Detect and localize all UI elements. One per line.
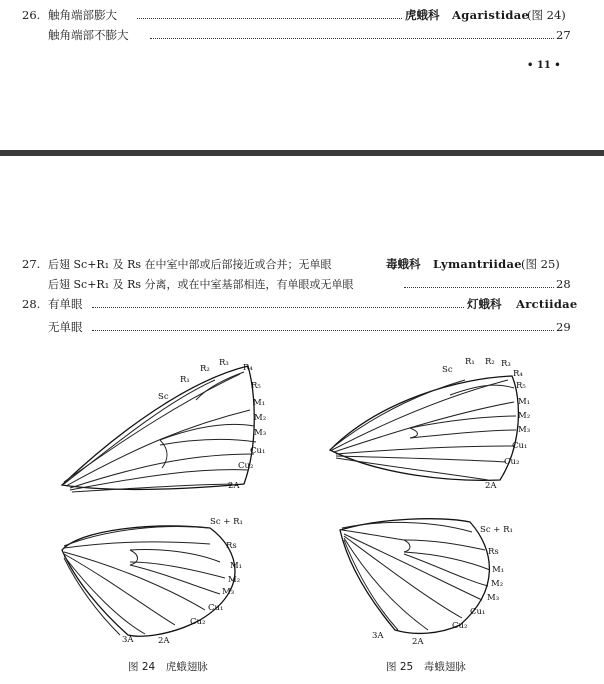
vein <box>410 416 516 428</box>
label-R4: R₄ <box>243 363 253 373</box>
label-3A: 3A <box>372 631 384 641</box>
label-Sc: Sc <box>158 392 169 402</box>
couplet-number: 28. <box>22 297 41 311</box>
wing-outline <box>62 366 254 489</box>
vein <box>130 562 225 578</box>
figure-25-caption: 图 25 毒蛾翅脉 <box>386 661 466 673</box>
label-R2: R₂ <box>200 364 210 374</box>
leader-dots <box>92 330 554 331</box>
leader-dots <box>92 307 464 308</box>
label-Sc-R1: Sc + R₁ <box>210 517 243 527</box>
vein <box>344 540 398 630</box>
label-M2: M₂ <box>491 579 504 589</box>
couplet-text: 触角端部膨大 <box>48 8 117 22</box>
vein <box>64 552 205 610</box>
vein <box>342 522 472 532</box>
couplet-number: 26. <box>22 8 41 22</box>
label-M3: M₃ <box>222 587 235 597</box>
family-name-latin: Arctiidae <box>516 297 578 311</box>
goto-number: 27 <box>556 28 571 42</box>
label-R4: R₄ <box>513 369 523 379</box>
leader-dots <box>137 18 402 19</box>
label-2A: 2A <box>485 481 497 491</box>
label-R2: R₂ <box>485 357 495 367</box>
figure-24-caption: 图 24 虎蛾翅脉 <box>128 661 208 673</box>
label-Cu1: Cu₁ <box>470 607 486 617</box>
vein <box>404 554 488 586</box>
couplet-text: 无单眼 <box>48 320 83 334</box>
vein <box>410 430 516 438</box>
couplet-number: 27. <box>22 257 41 271</box>
vein <box>64 556 145 634</box>
label-2A: 2A <box>158 636 170 646</box>
vein <box>332 380 465 448</box>
family-name-latin: Lymantriidae <box>433 257 522 271</box>
label-Cu1: Cu₁ <box>250 446 266 456</box>
label-Cu2: Cu₂ <box>238 461 254 471</box>
fig25-forewing-diagram <box>300 350 604 500</box>
label-Sc: Sc <box>442 365 453 375</box>
label-M1: M₁ <box>492 565 505 575</box>
figure-reference: (图 25) <box>521 257 560 271</box>
family-name-cn: 毒蛾科 <box>386 257 421 271</box>
label-2A: 2A <box>412 637 424 647</box>
vein <box>410 428 418 438</box>
label-Cu2: Cu₂ <box>504 457 520 467</box>
label-M2: M₂ <box>254 413 267 423</box>
fig24-forewing-diagram <box>0 350 300 500</box>
vein <box>336 458 488 480</box>
figure-reference: (图 24) <box>527 8 566 22</box>
couplet-text: 后翅 Sc+R₁ 及 Rs 在中室中部或后部接近或合并；无单眼 <box>48 258 332 271</box>
label-Cu1: Cu₁ <box>512 441 528 451</box>
wing-outline <box>330 376 518 480</box>
vein <box>336 456 506 462</box>
label-M2: M₂ <box>228 575 241 585</box>
family-name-latin: Agaristidae <box>452 8 530 22</box>
label-M2: M₂ <box>518 411 531 421</box>
vein <box>66 410 250 486</box>
label-M1: M₁ <box>518 397 531 407</box>
vein <box>342 530 404 540</box>
vein <box>64 554 175 625</box>
label-3A: 3A <box>122 635 134 645</box>
fig25-hindwing-diagram <box>300 510 604 645</box>
page-divider <box>0 150 604 156</box>
fig24-hindwing-diagram <box>0 510 300 645</box>
vein <box>64 542 210 548</box>
couplet-text: 后翅 Sc+R₁ 及 Rs 分离，或在中室基部相连，有单眼或无单眼 <box>48 278 354 291</box>
label-Cu1: Cu₁ <box>208 603 224 613</box>
label-R1: R₁ <box>465 357 475 367</box>
label-R3: R₃ <box>219 358 229 368</box>
vein <box>404 552 490 570</box>
leader-dots <box>150 38 554 39</box>
label-R3: R₃ <box>501 359 511 369</box>
label-M3: M₃ <box>487 593 500 603</box>
vein <box>64 374 240 482</box>
vein <box>344 534 482 600</box>
label-M1: M₁ <box>253 398 266 408</box>
label-2A: 2A <box>228 481 240 491</box>
label-R5: R₅ <box>516 381 526 391</box>
goto-number: 28 <box>556 277 571 291</box>
leader-dots <box>404 287 554 288</box>
vein <box>404 540 410 552</box>
label-Rs: Rs <box>488 547 499 557</box>
couplet-text: 触角端部不膨大 <box>48 28 129 42</box>
label-M3: M₃ <box>518 425 531 435</box>
couplet-text: 有单眼 <box>48 297 83 311</box>
vein <box>160 424 254 440</box>
page-number: • 11 • <box>527 60 561 71</box>
vein <box>332 380 508 450</box>
label-Sc-R1: Sc + R₁ <box>480 525 513 535</box>
label-M1: M₁ <box>230 561 243 571</box>
label-M3: M₃ <box>254 428 267 438</box>
family-name-cn: 虎蛾科 <box>405 8 440 22</box>
label-R1: R₁ <box>180 375 190 385</box>
vein <box>130 550 138 565</box>
goto-number: 29 <box>556 320 571 334</box>
label-Rs: Rs <box>226 541 237 551</box>
label-R5: R₅ <box>251 381 261 391</box>
wing-outline <box>340 519 489 634</box>
vein <box>404 540 485 550</box>
vein <box>336 446 514 454</box>
vein <box>450 385 514 395</box>
label-Cu2: Cu₂ <box>452 621 468 631</box>
label-Cu2: Cu₂ <box>190 617 206 627</box>
family-name-cn: 灯蛾科 <box>467 297 502 311</box>
vein <box>130 550 220 563</box>
vein <box>160 439 256 445</box>
